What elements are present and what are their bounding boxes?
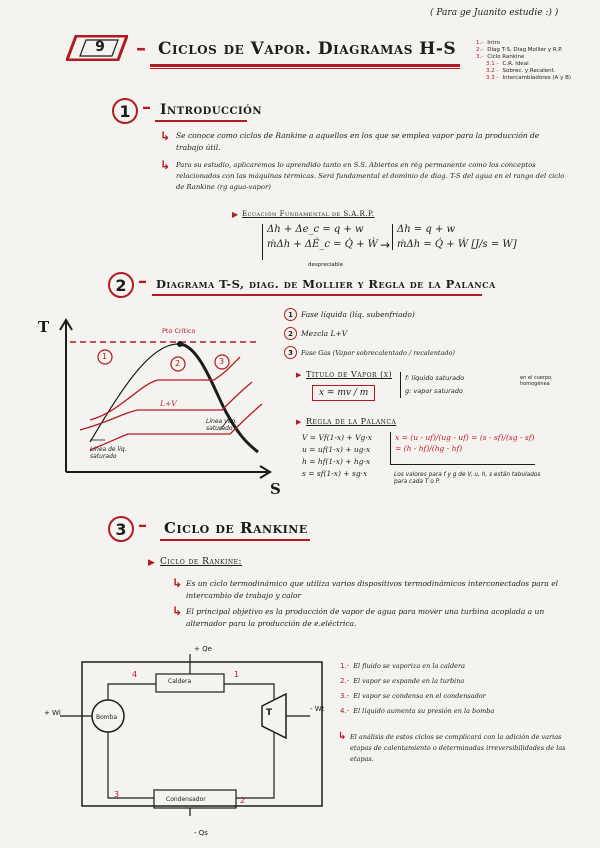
table-of-contents — [476, 40, 594, 82]
eq-heading: Ecuación Fundamental de S.A.R.P. — [242, 210, 375, 218]
region2-label: 2 — [175, 359, 181, 368]
axis-s-label: S — [270, 480, 281, 498]
titulo-formula: x = mv / m — [312, 385, 375, 401]
list-item: 2 Mezcla L+V — [284, 327, 584, 340]
eq-left-1: Δh + Δe_c = q + w — [267, 224, 364, 235]
title-underline — [150, 64, 460, 67]
node-4: 4 — [132, 670, 138, 679]
section3-title: Ciclo de Rankine — [164, 519, 308, 537]
phases-list — [284, 308, 584, 359]
region1-label: 1 — [102, 352, 108, 361]
palanca-note: Los valores para f y g de V, u, h, s están tabulados para cada T o P. — [394, 472, 541, 485]
bullet-arrow-icon: ↳ — [172, 604, 183, 618]
flow-line-3 — [108, 732, 154, 798]
liq-sat-label: Línea de líq. saturado — [90, 446, 127, 460]
section2-number: 2 — [108, 272, 134, 298]
eq-block-right — [392, 224, 517, 250]
triangle-bullet-icon: ▶ — [296, 371, 302, 379]
node-2: 2 — [240, 796, 246, 805]
eq-right-1: Δh = q + w — [397, 224, 456, 235]
toc-item: 3.3 - Intercambiadores (A y B) — [486, 75, 571, 81]
palanca-heading: Regla de la Palanca — [306, 417, 397, 426]
analysis-note: El análisis de estos ciclos se complicará con la adición de varias etapas de calentamiento o determinadas irreversibilidades de las etapas. — [350, 733, 566, 763]
section1-number: 1 — [112, 98, 138, 124]
critical-point — [177, 341, 183, 347]
lv-label: L+V — [160, 399, 177, 408]
header-note: ( Para ge Juanito estudie :) ) — [430, 8, 559, 18]
list-item: 3 Fase Gas (Vapor sobrecalentado / recalentado) — [284, 346, 584, 359]
list-item: 4.- El líquido aumenta su presión en la bomba — [340, 707, 495, 715]
section1-para1: Se conoce como ciclos de Rankine a aquellos en los que se emplea vapor para la producción de trabajo útil. — [176, 131, 540, 152]
section1-underline — [155, 120, 247, 122]
caldera-label: Caldera — [168, 678, 192, 685]
palanca-eq: s = sf(1-x) + sg·x — [302, 469, 368, 478]
bullet-arrow-icon: ↳ — [160, 158, 171, 172]
titulo-heading: Título de Vapor (x) — [306, 370, 393, 379]
list-item: 2.- El vapor se expande en la turbina — [340, 677, 465, 685]
bullet-arrow-icon: ↳ — [172, 576, 183, 590]
toc-item: 3.- Ciclo Rankine — [476, 54, 525, 60]
section3-number: 3 — [108, 516, 134, 542]
triangle-bullet-icon: ▶ — [296, 418, 302, 426]
section1-title: Introducción — [160, 102, 262, 118]
qs-label: - Qs — [194, 829, 208, 837]
triangle-bullet-icon: ▶ — [232, 210, 239, 219]
eq-note: despreciable — [308, 262, 344, 268]
region3-label: 3 — [219, 357, 225, 366]
chapter-number: 9 — [95, 39, 105, 55]
palanca-eq: V = Vf(1-x) + Vg·x — [302, 433, 372, 442]
toc-item: 3.2 - Sobrec. y Recalent. — [486, 68, 556, 74]
title-dash: – — [136, 36, 146, 60]
condensador-label: Condensador — [166, 796, 206, 803]
vap-sat-label: Línea vap. saturado — [206, 418, 238, 432]
titulo-side: en el cuerpo, homogénea — [520, 375, 553, 387]
wt-label: - Wt — [310, 705, 325, 713]
bomba-label: Bomba — [96, 714, 118, 721]
section2-dash: – — [138, 271, 147, 292]
section3-para2: El principal objetivo es la producción de vapor de agua para mover una turbina acoplada a un alternador para la producción de e.eléctrica. — [186, 607, 545, 628]
node-1: 1 — [234, 670, 240, 679]
list-item: 1 Fase líquida (líq. subenfriado) — [284, 308, 584, 321]
bullet-arrow-icon: ↳ — [160, 129, 171, 143]
turbina-label: T — [266, 708, 273, 718]
palanca-x-box — [390, 432, 535, 465]
eq-left-2: ṁΔh + ΔĖ_c = Q̇ + Ẇ — [267, 239, 378, 250]
palanca-eq: u = uf(1-x) + ug·x — [302, 445, 371, 454]
bullet-arrow-icon: ↳ — [338, 731, 347, 742]
section3-underline — [160, 539, 310, 541]
flow-line-1 — [224, 684, 274, 700]
page-title: Ciclos de Vapor. Diagramas H-S — [158, 39, 457, 59]
list-item: 3.- El vapor se condensa en el condensador — [340, 692, 486, 700]
flow-line-2 — [236, 732, 274, 798]
titulo-legend — [400, 372, 535, 398]
qe-label: + Qe — [194, 645, 212, 653]
implies-arrow-icon: → — [380, 238, 391, 252]
section1-para2: Para su estudio, aplicaremos lo aprendido tanto en S.S. Abiertos en rég permanente como los conceptos relacionados con las máquinas térmicas. Será fundamental el dominio de diag. T-S del agua en el rango del ciclo de Rankine (rg agua-vapor) — [176, 161, 565, 191]
titulo-f: f: líquido saturado — [405, 374, 465, 382]
titulo-g: g: vapor saturado — [405, 387, 463, 395]
wi-label: + Wi — [44, 709, 61, 717]
palanca-eq: h = hf(1-x) + hg·x — [302, 457, 371, 466]
chapter-badge — [66, 35, 128, 61]
triangle-bullet-icon: ▶ — [148, 558, 155, 568]
section2-title: Diagrama T-S, diag. de Mollier y Regla de la Palanca — [156, 277, 496, 291]
title-underline-2 — [150, 68, 460, 69]
toc-item: 1.- Intro — [476, 40, 501, 46]
toc-item: 3.1 - C.R. Ideal — [486, 61, 529, 67]
section3-para1: Es un ciclo termodinámico que utiliza varios dispositivos termodinámicos interconectados para el intercambio de trabajo y calor — [186, 579, 559, 600]
toc-item: 2.- Diag T-S, Diag Mollier y R.P. — [476, 47, 563, 53]
steps-list — [340, 660, 580, 717]
section3-subheading: Ciclo de Rankine: — [160, 557, 243, 567]
section2-underline — [152, 294, 482, 296]
flow-line-4 — [108, 684, 156, 700]
palanca-x: x = (u - uf)/(ug - uf) = (s - sf)/(sg - sf) = (h - hf)/(hg - hf) — [395, 433, 535, 453]
list-item: 1.- El fluido se vaporiza en la caldera — [340, 662, 465, 670]
eq-right-2: ṁΔh = Q̇ + Ẇ [J/s = W] — [397, 239, 517, 250]
section1-dash: – — [142, 97, 151, 118]
rankine-diagram — [40, 640, 330, 820]
critical-point-label: Pto Crítico — [162, 327, 196, 335]
axis-t-label: T — [38, 318, 50, 336]
palanca-eqs — [302, 432, 388, 480]
section3-dash: – — [138, 515, 147, 536]
eq-block-left — [262, 224, 379, 260]
node-3: 3 — [114, 790, 120, 799]
